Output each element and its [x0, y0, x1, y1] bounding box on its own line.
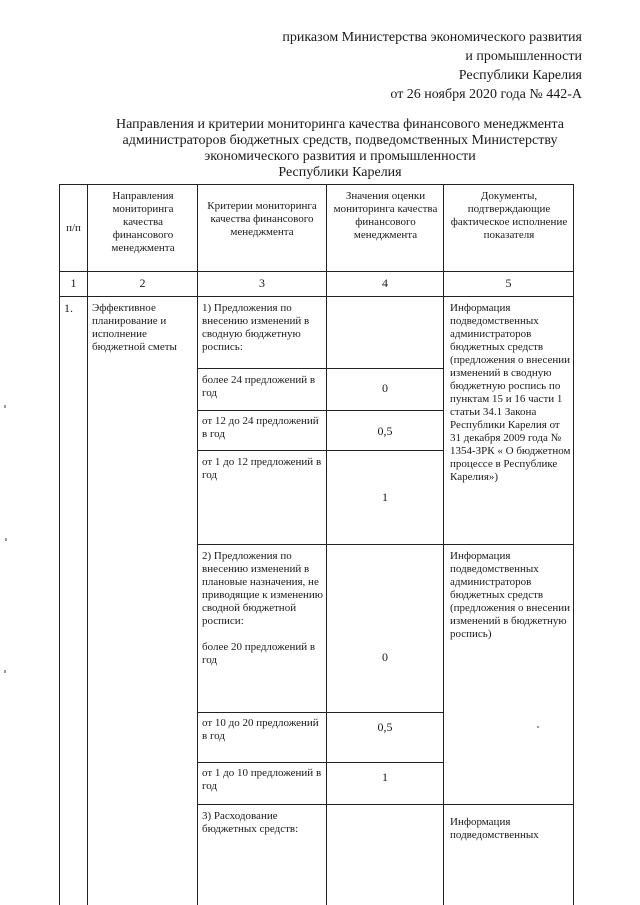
table-row-divider: [197, 712, 444, 713]
document-title-line: администраторов бюджетных средств, подведомственных Министерству: [122, 133, 558, 148]
score-value: 1: [382, 490, 388, 504]
header-cell-documents: Документы, подтверждающие фактическое исполнение показателя: [450, 190, 568, 241]
column-number: 2: [139, 277, 146, 290]
header-cell-criteria: Критерии мониторинга качества финансового менеджмента: [207, 200, 317, 238]
column-number: 4: [382, 277, 388, 290]
score-value: 0: [382, 381, 388, 395]
header-cell-direction: Направления мониторинга качества финансового менеджмента: [111, 190, 175, 254]
criteria-cell: от 1 до 10 предложений в год: [202, 767, 322, 792]
table-row-divider: [197, 762, 444, 763]
criteria-cell: более 24 предложений в год: [202, 374, 316, 399]
documents-cell: Информация подведомственных администраторов бюджетных средств (предложения о внесении изменений в бюджетную роспись): [450, 550, 571, 640]
document-title-line: Направления и критерии мониторинга качества финансового менеджмента: [116, 117, 564, 132]
row-number: 1.: [64, 302, 73, 315]
documents-cell: Информация подведомственных: [450, 816, 539, 841]
document-title-line: Республики Карелия: [278, 165, 402, 180]
table-row-divider: [59, 271, 574, 272]
criteria-cell: 1) Предложения по внесению изменений в сводную бюджетную роспись:: [202, 302, 310, 353]
scan-artifact: [4, 670, 6, 673]
table-row-divider: [197, 450, 444, 451]
score-value: 0,5: [377, 424, 393, 438]
document-title: [60, 117, 620, 181]
order-reference-line: приказом Министерства экономического развития: [282, 30, 582, 45]
table-row-divider: [197, 410, 444, 411]
scan-artifact: [4, 405, 6, 408]
column-number: 3: [259, 277, 265, 290]
header-cell-values: Значения оценки мониторинга качества финансового менеджмента: [333, 190, 438, 241]
table-border-top: [59, 184, 574, 185]
table-row-divider: [197, 544, 574, 545]
order-reference: [282, 28, 582, 104]
table-row-divider: [197, 368, 444, 369]
criteria-cell: от 1 до 12 предложений в год: [202, 456, 322, 481]
table-col-divider: [87, 184, 88, 905]
documents-cell: Информация подведомственных администраторов бюджетных средств (предложения о внесении изменений в сводную бюджетную роспись по пунктам 15 и 16 части 1 статьи 34.1 Закона Республики Карелия от 31 декабря 2009 года № 1354-ЗРК « О бюджетном процессе в Республике Карелия»): [450, 302, 571, 483]
criteria-cell: 2) Предложения по внесению изменений в плановые назначения, не приводящие к изменению сводной бюджетной росписи: более 20 предложений в год: [202, 550, 323, 666]
direction-cell: Эффективное планирование и исполнение бюджетной сметы: [92, 302, 177, 353]
score-value: 1: [382, 770, 388, 784]
column-number: 1: [70, 277, 77, 290]
scan-artifact: [537, 726, 539, 728]
order-reference-line: и промышленности: [465, 49, 582, 64]
header-cell-number: п/п: [66, 222, 81, 234]
order-reference-line: от 26 ноября 2020 года № 442-А: [390, 87, 582, 102]
table-row-divider: [59, 296, 574, 297]
document-title-line: экономического развития и промышленности: [204, 149, 476, 164]
criteria-cell: 3) Расходование бюджетных средств:: [202, 810, 299, 835]
table-border-left: [59, 184, 60, 905]
order-reference-line: Республики Карелия: [458, 68, 582, 83]
criteria-cell: от 12 до 24 предложений в год: [202, 415, 319, 440]
score-value: 0,5: [377, 720, 393, 734]
table-row-divider: [197, 804, 574, 805]
scan-artifact: [5, 538, 7, 541]
criteria-cell: от 10 до 20 предложений в год: [202, 717, 319, 742]
score-value: 0: [382, 650, 388, 664]
column-number: 5: [505, 277, 512, 290]
